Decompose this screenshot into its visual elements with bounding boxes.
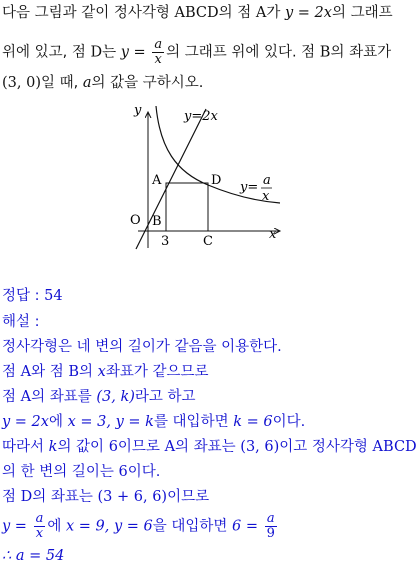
solution-conclusion: ∴ a = 54	[2, 548, 65, 564]
fraction-a-over-x: $\frac{a}{x}$	[35, 511, 44, 541]
question-line-3: (3, 0)일 때, a의 값을 구하시오.	[2, 75, 204, 91]
solution-line-6: 의 한 변의 길이는 6이다.	[2, 464, 161, 480]
line-label: y=2x	[184, 109, 218, 124]
answer-label: 정답 :	[2, 288, 45, 304]
solution-title: 해설 :	[2, 314, 40, 330]
answer-line	[2, 287, 63, 305]
solution-line-3: 점 A의 좌표를 (3, k)라고 하고	[2, 389, 196, 405]
square-abcd	[166, 183, 208, 231]
solution-line-8: y = $\frac{a}{x}$ 에 x = 9, y = 6을 대입하면 6 = $\frac{a}{9}$	[2, 511, 275, 541]
question-line-1: 다음 그림과 같이 정사각형 ABCD의 점 A가 y = 2x의 그래프	[2, 5, 393, 21]
fraction-a-over-x: $\frac{a}{x}$	[154, 37, 163, 67]
graph-figure	[0, 98, 400, 258]
tick-3-label: 3	[161, 234, 170, 249]
solution-line-1: 정사각형은 네 변의 길이가 같음을 이용한다.	[2, 339, 282, 355]
solution-line-4: y = 2x에 x = 3, y = k를 대입하면 k = 6이다.	[2, 414, 306, 430]
point-d-label: D	[211, 173, 222, 188]
solution-line-2: 점 A와 점 B의 x좌표가 같으므로	[2, 364, 209, 380]
fraction-a-over-9: $\frac{a}{9}$	[266, 511, 275, 541]
point-b-label: B	[152, 214, 162, 229]
origin-label: O	[130, 213, 141, 228]
curve-label-num: a	[263, 173, 271, 188]
curve-label-den: x	[262, 189, 270, 204]
point-c-label: C	[203, 234, 213, 249]
solution-line-7: 점 D의 좌표는 (3 + 6, 6)이므로	[2, 489, 210, 505]
question-line-2: 위에 있고, 점 D는 y = $\frac{a}{x}$ 의 그래프 위에 있다. 점 B의 좌표가	[2, 37, 392, 67]
solution-line-5: 따라서 k의 값이 6이므로 A의 좌표는 (3, 6)이고 정사각형 ABCD	[2, 439, 417, 455]
point-a-label: A	[152, 173, 162, 188]
curve-label-lhs: y=	[240, 180, 259, 195]
x-axis-label: x	[269, 227, 277, 242]
y-axis-label: y	[134, 103, 142, 118]
answer-value: 54	[44, 288, 63, 304]
